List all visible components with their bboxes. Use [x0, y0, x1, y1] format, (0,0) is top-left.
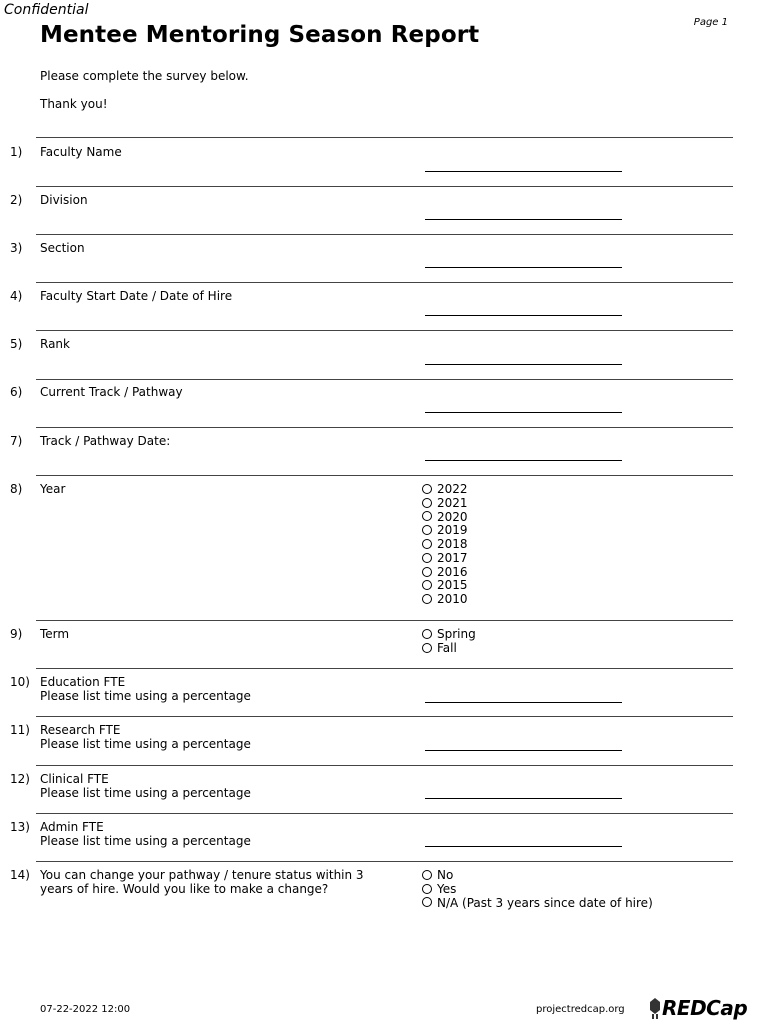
redcap-logo-text: REDCap	[662, 996, 748, 1020]
separator	[36, 282, 733, 283]
question-rank: Rank	[40, 337, 70, 351]
question-number: 2)	[10, 193, 23, 207]
term-option[interactable]	[422, 627, 476, 641]
research-fte-field[interactable]	[425, 750, 622, 751]
pathway-option[interactable]	[422, 882, 653, 896]
question-start-date: Faculty Start Date / Date of Hire	[40, 289, 233, 303]
question-term: Term	[40, 627, 70, 641]
option-label: Spring	[437, 626, 476, 641]
intro-text: Please complete the survey below.	[40, 69, 249, 83]
question-number: 14)	[10, 868, 30, 882]
option-label: 2022	[437, 481, 468, 496]
radio-icon[interactable]	[422, 629, 432, 639]
question-number: 8)	[10, 482, 23, 496]
question-label: You can change your pathway / tenure status within 3	[40, 868, 364, 882]
separator	[36, 137, 733, 138]
pathway-option[interactable]	[422, 896, 653, 910]
education-fte-field[interactable]	[425, 702, 622, 703]
question-track-date: Track / Pathway Date:	[40, 434, 171, 448]
separator	[36, 379, 733, 380]
separator	[36, 861, 733, 862]
year-option[interactable]	[422, 551, 468, 565]
question-label: Clinical FTE	[40, 772, 109, 786]
track-date-field[interactable]	[425, 460, 622, 461]
radio-icon[interactable]	[422, 594, 432, 604]
separator	[36, 765, 733, 766]
year-options	[422, 482, 468, 606]
option-label: 2010	[437, 592, 468, 607]
question-division: Division	[40, 193, 88, 207]
radio-icon[interactable]	[422, 498, 432, 508]
year-option[interactable]	[422, 537, 468, 551]
radio-icon[interactable]	[422, 511, 432, 521]
radio-icon[interactable]	[422, 553, 432, 563]
footer-site: projectredcap.org	[536, 1004, 625, 1015]
question-pathway-change	[40, 868, 370, 896]
option-label: 2018	[437, 537, 468, 552]
question-number: 1)	[10, 145, 23, 159]
question-hint: Please list time using a percentage	[40, 689, 251, 703]
separator	[36, 716, 733, 717]
separator	[36, 330, 733, 331]
radio-icon[interactable]	[422, 525, 432, 535]
question-number: 4)	[10, 289, 23, 303]
radio-icon[interactable]	[422, 643, 432, 653]
option-label: 2015	[437, 578, 468, 593]
year-option[interactable]	[422, 565, 468, 579]
radio-icon[interactable]	[422, 580, 432, 590]
confidential-label: Confidential	[4, 2, 89, 18]
option-label: 2020	[437, 509, 468, 524]
section-field[interactable]	[425, 267, 622, 268]
footer-timestamp: 07-22-2022 12:00	[40, 1004, 131, 1015]
current-track-field[interactable]	[425, 412, 622, 413]
year-option[interactable]	[422, 482, 468, 496]
question-number: 3)	[10, 241, 23, 255]
option-label: No	[437, 867, 454, 882]
question-label: Education FTE	[40, 675, 126, 689]
question-hint: Please list time using a percentage	[40, 834, 251, 848]
division-field[interactable]	[425, 219, 622, 220]
question-number: 9)	[10, 627, 23, 641]
admin-fte-field[interactable]	[425, 846, 622, 847]
question-admin-fte	[40, 820, 370, 848]
year-option[interactable]	[422, 579, 468, 593]
year-option[interactable]	[422, 592, 468, 606]
question-education-fte	[40, 675, 370, 703]
thank-you-text: Thank you!	[40, 97, 108, 111]
separator	[36, 668, 733, 669]
question-current-track: Current Track / Pathway	[40, 385, 183, 399]
question-number: 10)	[10, 675, 30, 689]
term-option[interactable]	[422, 641, 476, 655]
year-option[interactable]	[422, 523, 468, 537]
radio-icon[interactable]	[422, 539, 432, 549]
option-label: 2016	[437, 564, 468, 579]
question-label-continued: years of hire. Would you like to make a change?	[40, 882, 329, 896]
option-label: Yes	[437, 881, 457, 896]
radio-icon[interactable]	[422, 897, 432, 907]
question-research-fte	[40, 723, 370, 751]
question-number: 13)	[10, 820, 30, 834]
redcap-logo	[646, 996, 748, 1022]
radio-icon[interactable]	[422, 567, 432, 577]
page-title: Mentee Mentoring Season Report	[40, 22, 480, 48]
rank-field[interactable]	[425, 364, 622, 365]
year-option[interactable]	[422, 510, 468, 524]
separator	[36, 475, 733, 476]
start-date-field[interactable]	[425, 315, 622, 316]
pathway-option[interactable]	[422, 868, 653, 882]
question-number: 6)	[10, 385, 23, 399]
question-year: Year	[40, 482, 66, 496]
question-label: Research FTE	[40, 723, 121, 737]
question-faculty-name: Faculty Name	[40, 145, 122, 159]
separator	[36, 234, 733, 235]
year-option[interactable]	[422, 496, 468, 510]
radio-icon[interactable]	[422, 870, 432, 880]
separator	[36, 620, 733, 621]
question-number: 11)	[10, 723, 30, 737]
question-hint: Please list time using a percentage	[40, 737, 251, 751]
option-label: 2017	[437, 550, 468, 565]
option-label: Fall	[437, 640, 457, 655]
question-number: 5)	[10, 337, 23, 351]
question-number: 7)	[10, 434, 23, 448]
question-label: Admin FTE	[40, 820, 104, 834]
clinical-fte-field[interactable]	[425, 798, 622, 799]
pathway-change-options	[422, 868, 653, 909]
separator	[36, 427, 733, 428]
question-hint: Please list time using a percentage	[40, 786, 251, 800]
term-options	[422, 627, 476, 655]
option-label: 2019	[437, 523, 468, 538]
option-label: 2021	[437, 495, 468, 510]
radio-icon[interactable]	[422, 884, 432, 894]
option-label: N/A (Past 3 years since date of hire)	[437, 895, 653, 910]
question-number: 12)	[10, 772, 30, 786]
faculty-name-field[interactable]	[425, 171, 622, 172]
question-clinical-fte	[40, 772, 370, 800]
page-number: Page 1	[693, 17, 728, 28]
question-section: Section	[40, 241, 85, 255]
separator	[36, 813, 733, 814]
radio-icon[interactable]	[422, 484, 432, 494]
separator	[36, 186, 733, 187]
